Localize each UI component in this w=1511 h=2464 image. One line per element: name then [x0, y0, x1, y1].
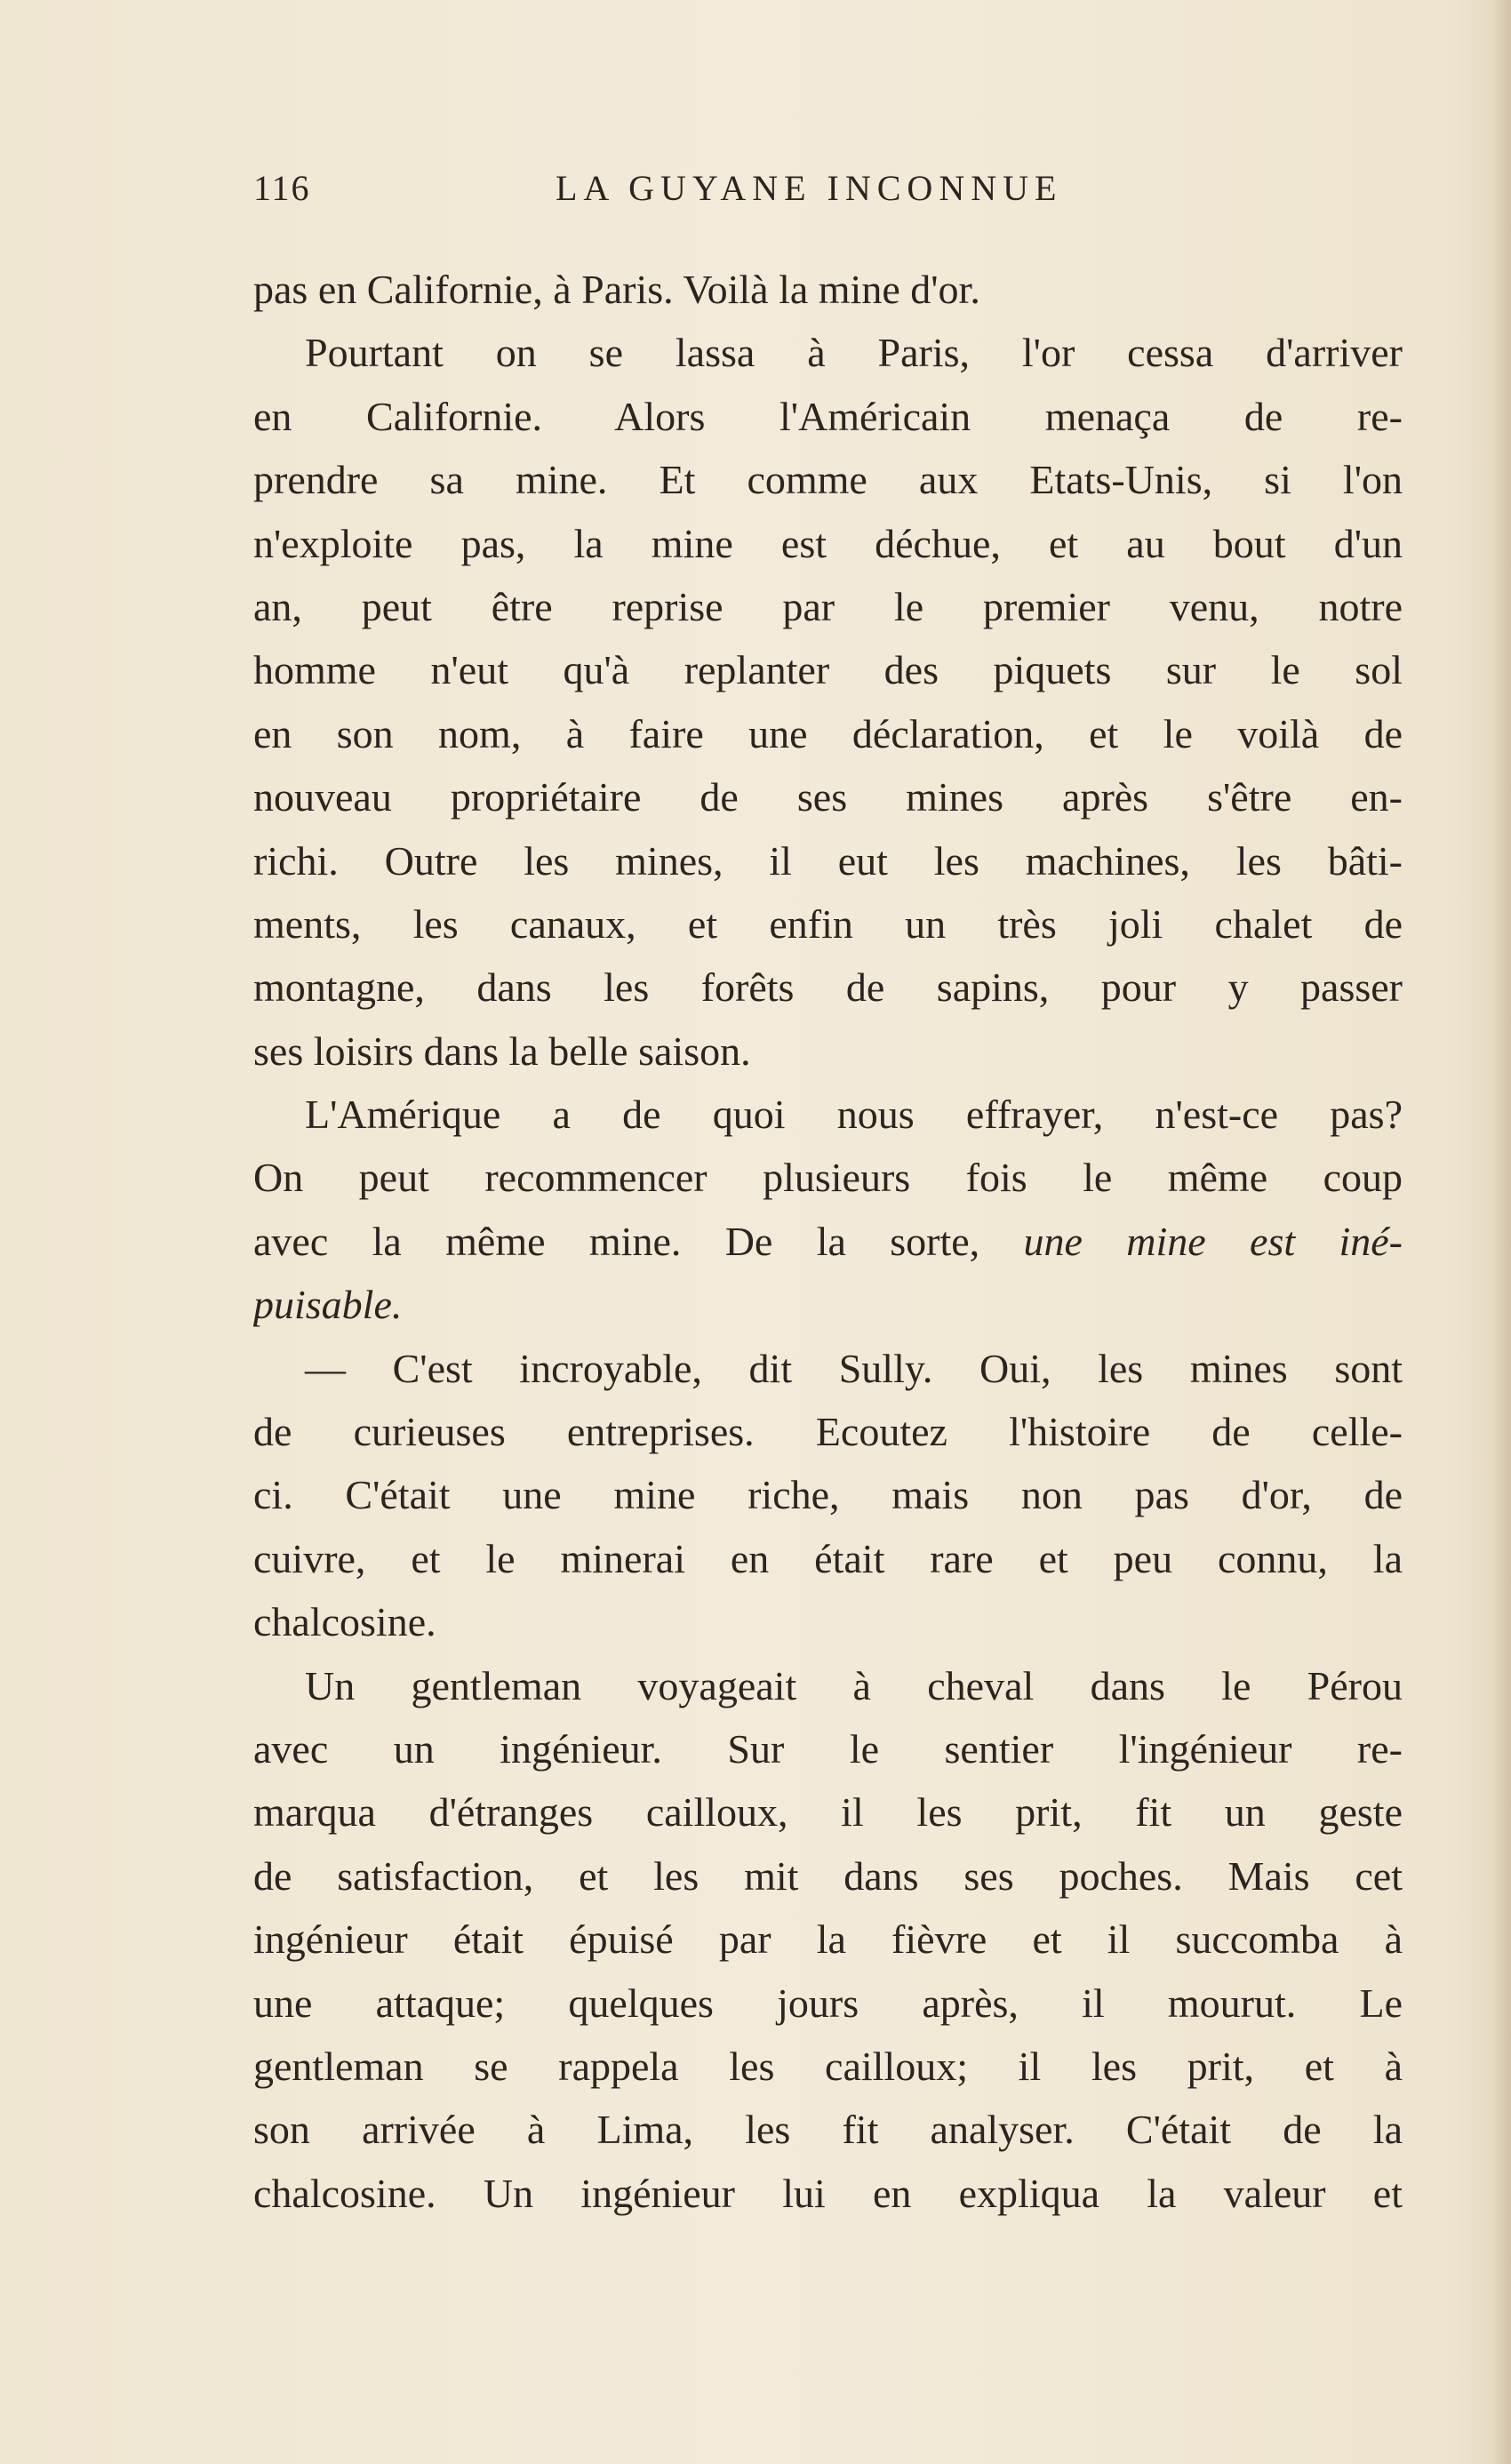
line-text: une attaque; quelques jours après, il mourut. Le [253, 1980, 1403, 2026]
line-text: ci. C'était une mine riche, mais non pas d'or, de [253, 1472, 1403, 1518]
line-text: son arrivée à Lima, les fit analyser. C'était de la [253, 2107, 1403, 2153]
text-line [253, 1463, 1403, 1526]
text-line [253, 892, 1403, 956]
page-header [253, 167, 1400, 220]
line-text: cuivre, et le minerai en était rare et peu connu, la [253, 1535, 1403, 1581]
line-text: homme n'eut qu'à replanter des piquets sur le sol [253, 647, 1403, 693]
text-line [253, 1654, 1403, 1717]
text-line [253, 575, 1403, 638]
line-text: — C'est incroyable, dit Sully. Oui, les mines sont [305, 1345, 1403, 1391]
line-text: en Californie. Alors l'Américain menaça de re- [253, 393, 1403, 439]
line-text: avec un ingénieur. Sur le sentier l'ingénieur re- [253, 1725, 1403, 1772]
text-line [253, 1590, 1403, 1653]
text-line [253, 1400, 1403, 1463]
text-line [253, 1083, 1403, 1146]
line-text: ses loisirs dans la belle saison. [253, 1028, 751, 1074]
line-text: prendre sa mine. Et comme aux Etats-Unis, si l'on [253, 457, 1403, 503]
text-line [253, 1210, 1403, 1273]
line-text: de curieuses entreprises. Ecoutez l'histoire de celle- [253, 1409, 1403, 1455]
text-line [253, 829, 1403, 892]
line-italic-text: une mine est iné- [1023, 1218, 1403, 1264]
text-line [253, 765, 1403, 828]
text-line [253, 956, 1403, 1019]
text-line [253, 1146, 1403, 1209]
text-line [253, 1844, 1403, 1908]
page-edge-shadow [1491, 0, 1511, 2464]
line-text: an, peut être reprise par le premier venu, notre [253, 583, 1403, 629]
text-line [253, 1337, 1403, 1400]
line-text: chalcosine. Un ingénieur lui en expliqua la valeur et [253, 2170, 1403, 2216]
line-text: marqua d'étranges cailloux, il les prit, fit un geste [253, 1789, 1403, 1836]
text-line [253, 638, 1403, 701]
text-line [253, 512, 1403, 575]
line-text: montagne, dans les forêts de sapins, pour y passer [253, 964, 1403, 1011]
text-line [253, 448, 1403, 511]
line-text: L'Amérique a de quoi nous effrayer, n'est-ce pas? [305, 1092, 1403, 1138]
page-number: 116 [253, 168, 311, 208]
line-text: de satisfaction, et les mit dans ses poches. Mais cet [253, 1852, 1403, 1899]
line-text: nouveau propriétaire de ses mines après s'être en- [253, 774, 1403, 820]
text-line [253, 1273, 1403, 1336]
text-line [253, 2162, 1403, 2225]
line-text: ingénieur était épuisé par la fièvre et il succomba à [253, 1916, 1403, 1963]
text-line [253, 385, 1403, 448]
text-line [253, 1780, 1403, 1844]
line-italic-text: puisable. [253, 1282, 403, 1328]
running-title: LA GUYANE INCONNUE [556, 168, 1063, 208]
line-text: On peut recommencer plusieurs fois le même coup [253, 1155, 1403, 1201]
text-line [253, 258, 1403, 321]
text-line [253, 1717, 1403, 1780]
line-text: en son nom, à faire une déclaration, et le voilà de [253, 710, 1403, 756]
line-text: richi. Outre les mines, il eut les machines, les bâti- [253, 837, 1403, 884]
line-text: n'exploite pas, la mine est déchue, et au bout d'un [253, 520, 1403, 566]
text-line [253, 1908, 1403, 1971]
line-text: gentleman se rappela les cailloux; il les prit, et à [253, 2043, 1403, 2089]
line-text: Pourtant on se lassa à Paris, l'or cessa d'arriver [305, 330, 1403, 376]
line-text: Un gentleman voyageait à cheval dans le Pérou [305, 1662, 1403, 1708]
body-text [253, 258, 1403, 2225]
line-text: pas en Californie, à Paris. Voilà la mine d'or. [253, 267, 980, 312]
text-line [253, 2098, 1403, 2161]
text-line [253, 1020, 1403, 1083]
text-line [253, 1972, 1403, 2035]
text-line [253, 2035, 1403, 2098]
line-text: chalcosine. [253, 1599, 436, 1645]
text-line [253, 321, 1403, 384]
line-text: ments, les canaux, et enfin un très joli chalet de [253, 900, 1403, 947]
text-line [253, 1527, 1403, 1590]
text-line [253, 702, 1403, 765]
line-text: avec la même mine. De la sorte, [253, 1218, 1024, 1264]
